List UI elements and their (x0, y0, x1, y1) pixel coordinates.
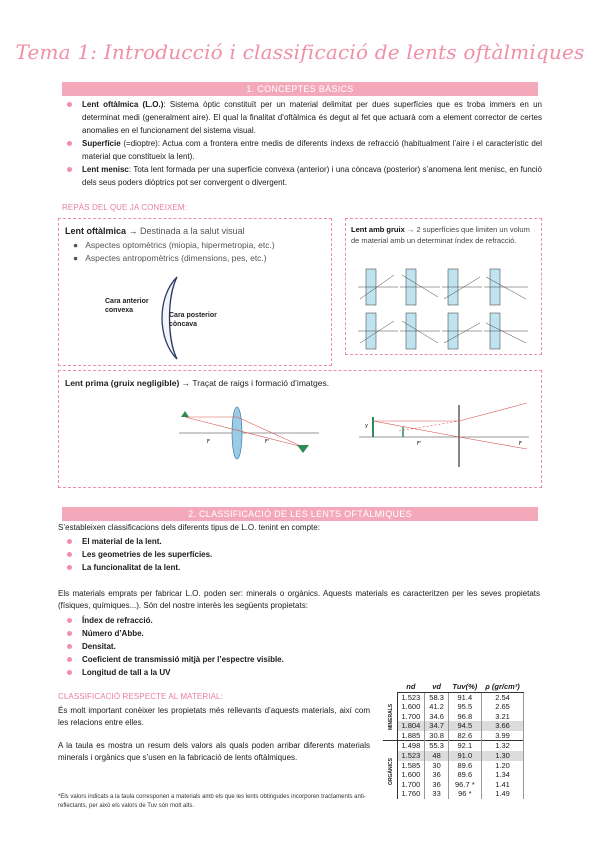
material-paragraph-1: És molt important conèixer les propietats més rellevants d’aquests materials, així com les relacions entre elles. (58, 706, 370, 727)
concept-term: Lent menisc (82, 165, 129, 174)
material-classification-heading: CLASSIFICACIÓ RESPECTE AL MATERIAL: (58, 692, 223, 701)
table-row: 1.700 36 96.7 * 1.41 (383, 780, 524, 790)
concepts-list (62, 98, 542, 189)
section-banner-classification: 2. CLASSIFICACIÓ DE LES LENTS OFTÀLMIQUES (62, 507, 538, 521)
back-face-label: Cara posterior còncava (169, 312, 217, 328)
criteria-item: Les geometries de les superfícies. (62, 548, 542, 561)
aspect-item: ● Aspectes antropomètrics (dimensions, pes, etc.) (73, 253, 267, 263)
table-header-row (383, 681, 524, 692)
property-item: Coeficient de transmissió mitjà per l’espectre visible. (62, 653, 542, 666)
group-organics: ORGÀNICS (383, 741, 397, 799)
classification-criteria-list (62, 535, 542, 574)
svg-text:F: F (519, 441, 522, 447)
thick-lens-description (351, 224, 537, 246)
thick-lens-text: → 2 superfícies que limiten un volum de material amb un determinat índex de refracció. (351, 225, 530, 245)
table-row: 1.760 33 96 * 1.49 (383, 789, 524, 799)
properties-list (62, 614, 542, 679)
material-paragraph-2: A la taula es mostra un resum dels valors als quals poden arribar diferents materials minerals i orgànics que s’usen en la fabricació de lents oftàlmiques. (58, 741, 370, 762)
column-header: νd (425, 681, 449, 692)
arrow-icon: → (128, 226, 138, 236)
section-banner-concepts: 1. CONCEPTES BÀSICS (62, 82, 538, 96)
svg-text:F: F (207, 439, 210, 445)
thick-lens-diagrams (358, 265, 536, 353)
table-row: 1.700 34.6 96.8 3.21 (383, 712, 524, 722)
concept-text: : Tota lent formada per una superfície convexa (anterior) i una còncava (posterior) s’anomena lent menisc, en funció dels seus poders diòptrics pot ser convergent o divergent. (82, 165, 543, 187)
review-heading: REPÀS DEL QUE JA CONEIXEM: (62, 203, 188, 212)
property-item: Número d’Abbe. (62, 627, 542, 640)
concept-item (62, 98, 542, 137)
table-row: 1.600 36 89.6 1.34 (383, 770, 524, 780)
front-face-label: Cara anterior convexa (105, 298, 149, 314)
concept-item (62, 137, 542, 163)
page-title: Tema 1: Introducció i classificació de lents oftàlmiques (15, 40, 585, 64)
table-row: 1.885 30.8 82.6 3.99 (383, 731, 524, 741)
criteria-item: La funcionalitat de la lent. (62, 561, 542, 574)
converging-lens-ray-diagram (179, 397, 319, 471)
thin-lens-title: Lent prima (gruix negligible) (65, 378, 180, 388)
column-header: nd (397, 681, 425, 692)
concept-term: Superfície (82, 139, 121, 148)
table-row: 1.804 34.7 94.5 3.66 (383, 721, 524, 731)
table-row: ORGÀNICS 1.498 55.3 92.1 1.32 (383, 741, 524, 751)
ophthalmic-lens-title-line (65, 225, 327, 237)
property-item: Índex de refracció. (62, 614, 542, 627)
ophthalmic-lens-title: Lent oftàlmica (65, 226, 127, 236)
concept-text: (=dioptre): Actua com a frontera entre medis de diferents índexs de refracció (habitualment l’aire i el característic del material que constitueix la lent). (82, 139, 542, 161)
column-header: ρ (gr/cm³) (481, 681, 524, 692)
svg-text:F': F' (417, 441, 422, 447)
thin-lens-title-line (65, 377, 535, 389)
concept-item (62, 163, 542, 189)
concept-text: : Sistema òptic constituït per un material delimitat per dues superfícies que es troba immers en un determinat medi (generalment aire). El qual la finalitat d’oftàlmica és degut al fet que actuarà com a element corrector de certes anomalies en el funcionament del sistema visual. (82, 100, 542, 135)
table-footnote: *Els valors indicats a la taula corresponen a materials amb els que les lents obtingudes incorporen tractaments anti-reflectants, per això els valors de Tuv són molt alts. (58, 794, 366, 809)
concept-term: Lent oftàlmica (L.O.) (82, 100, 164, 109)
table-row: 1.585 30 89.6 1.20 (383, 761, 524, 771)
table-row: 1.523 48 91.0 1.30 (383, 751, 524, 761)
svg-text:y: y (365, 423, 368, 429)
table-row: 1.600 41.2 95.5 2.65 (383, 702, 524, 712)
classification-intro: S’estableixen classificacions dels diferents tipus de L.O. tenint en compte: (58, 523, 320, 532)
materials-properties-table (383, 681, 524, 799)
thick-lens-box (345, 218, 542, 355)
property-item: Longitud de tall a la UV (62, 666, 542, 679)
ophthalmic-lens-box (58, 218, 332, 366)
table-row: MINERALS 1.523 58.3 91.4 2.54 (383, 692, 524, 702)
column-header: Tuv(%) (448, 681, 481, 692)
ophthalmic-lens-purpose: Destinada a la salut visual (140, 226, 245, 236)
group-minerals: MINERALS (383, 692, 397, 741)
aspect-item: ● Aspectes optomètrics (miopia, hipermetropia, etc.) (73, 240, 275, 250)
svg-text:F': F' (265, 439, 270, 445)
thin-lens-text: → Traçat de raigs i formació d’imatges. (181, 378, 330, 388)
materials-paragraph: Els materials emprats per fabricar L.O. poden ser: minerals o orgànics. Aquests materials es caracteritzen per les seves propietats (físiques, químiques...). Són del nostre interès les següents propietats: (58, 589, 540, 610)
property-item: Densitat. (62, 640, 542, 653)
criteria-item: El material de la lent. (62, 535, 542, 548)
ophthalmic-aspects-list (73, 239, 329, 265)
thick-lens-title: Lent amb gruix (351, 225, 405, 234)
thin-lens-box (58, 370, 542, 488)
diverging-lens-ray-diagram (359, 397, 529, 471)
